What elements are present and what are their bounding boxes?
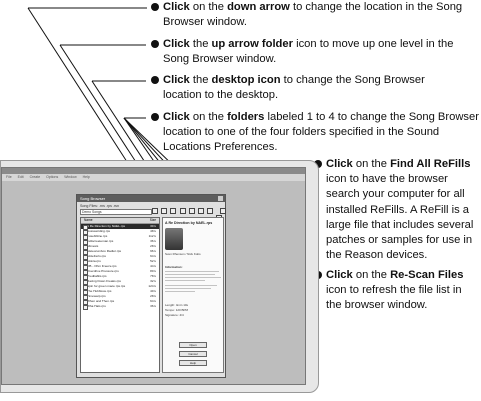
file-name: Timewarp.rps: [87, 294, 106, 298]
file-name: Fusebbline.rps: [87, 234, 108, 238]
file-size: 28 k: [150, 244, 156, 248]
signature-value: 4/4: [179, 313, 184, 317]
file-size: 36 k: [150, 239, 156, 243]
file-list[interactable]: [80, 217, 160, 373]
file-name: Autoweirding.rps: [87, 229, 111, 233]
file-size: 52 k: [150, 259, 156, 263]
length-label: Length:: [165, 303, 176, 307]
menu-window[interactable]: Window: [64, 175, 77, 179]
callout-action: Click: [326, 158, 353, 170]
file-size: 64 k: [150, 254, 156, 258]
file-size: 112 k: [148, 234, 156, 238]
info-text-line: [165, 277, 221, 278]
desktop-icon[interactable]: [170, 208, 176, 214]
callout-action: Click: [163, 38, 190, 50]
open-button[interactable]: Open: [179, 342, 207, 348]
callout-text: the: [189, 74, 212, 86]
file-name: OB - Ohm Freeze.rps: [87, 264, 117, 268]
callout-text: to change the location in the Song Browser window.: [163, 1, 463, 29]
callout-desktop-icon: [163, 73, 463, 103]
callout-action: Click: [163, 111, 190, 123]
file-size: 48 k: [150, 229, 156, 233]
callout-text: on the: [189, 1, 228, 13]
signature-label: Signature:: [165, 313, 179, 317]
preview-title: A Re Direction by NAEL.rps: [165, 221, 213, 225]
callout-target: Re-Scan Files: [390, 269, 464, 281]
file-size: 96 k: [150, 249, 156, 253]
info-text-line: [165, 288, 211, 289]
file-size: 64 k: [150, 299, 156, 303]
file-size: 124 k: [148, 284, 156, 288]
tempo-value: 120 BPM: [175, 308, 189, 312]
info-text-line: [165, 291, 195, 292]
file-name: Wha Hats.rps: [87, 304, 106, 308]
file-name: The Hubbloxe.rps: [87, 289, 112, 293]
file-name: Mimesis: [87, 244, 99, 248]
preview-pane: [162, 217, 224, 373]
column-name[interactable]: Name: [84, 218, 93, 222]
file-type-label: Song Files: .rns .rps .rsn: [80, 204, 119, 208]
callout-text: the: [189, 38, 212, 50]
tempo-row: [165, 308, 188, 312]
artist-photo: [165, 228, 183, 250]
callout-down-arrow: [163, 0, 481, 30]
file-name: Meteorumbox Radtor.rps: [87, 249, 122, 253]
location-dropdown[interactable]: [80, 209, 152, 215]
length-value: 4min 10s: [175, 303, 189, 307]
information-label: Information:: [165, 265, 183, 269]
folder-3-icon[interactable]: [198, 208, 204, 214]
location-value: Demo Songs: [82, 210, 102, 214]
file-size: 78 k: [150, 274, 156, 278]
info-text-line: [165, 271, 219, 272]
folder-1-icon[interactable]: [180, 208, 186, 214]
up-folder-icon[interactable]: [161, 208, 167, 214]
callout-text: to change the Song Browser location to the desktop.: [163, 74, 425, 102]
info-text-line: [165, 285, 217, 286]
file-size: 36 k: [150, 304, 156, 308]
file-name: Spin for green mace rps.rps: [87, 284, 126, 288]
file-size: 28 k: [150, 294, 156, 298]
rescan-icon[interactable]: [220, 208, 226, 214]
callout-target: desktop icon: [211, 74, 281, 86]
file-size: 80 k: [150, 269, 156, 273]
callout-text: on the: [352, 158, 391, 170]
close-icon[interactable]: [218, 196, 223, 201]
file-name: Preditablis.rps: [87, 274, 107, 278]
column-size[interactable]: Size: [149, 218, 156, 222]
tempo-label: Tempo:: [165, 308, 175, 312]
app-menubar: [2, 174, 305, 181]
signature-row: [165, 313, 184, 317]
bullet-icon: [151, 76, 159, 84]
file-size: 40 k: [150, 289, 156, 293]
callout-text: labeled 1 to 4 to change the Song Browser location to one of the four folders specified in the Sound Locations Preferences.: [163, 111, 479, 154]
info-text-line: [165, 280, 205, 281]
bullet-icon: [151, 113, 159, 121]
dialog-title: Song Browser: [80, 196, 106, 201]
menu-edit[interactable]: Edit: [17, 175, 24, 179]
folder-4-icon[interactable]: [207, 208, 213, 214]
callout-text: icon to move up one level in the Song Browser window.: [163, 38, 454, 66]
help-button[interactable]: Help: [179, 360, 207, 366]
menu-options[interactable]: Options: [46, 175, 59, 179]
file-size: 30 k: [150, 224, 156, 228]
callout-re-scan-files: [326, 268, 480, 314]
callout-target: down arrow: [227, 1, 290, 13]
callout-action: Click: [163, 1, 190, 13]
down-arrow-icon[interactable]: [152, 208, 158, 214]
file-name: A Re Direction by NAEL.rps: [87, 224, 125, 228]
cancel-button[interactable]: Cancel: [179, 351, 207, 357]
menu-create[interactable]: Create: [29, 175, 41, 179]
menu-help[interactable]: Help: [82, 175, 90, 179]
file-size: 44 k: [150, 264, 156, 268]
preview-author: Sven Rhenson / Nick Kobs: [165, 252, 201, 256]
monitor-frame: [0, 160, 319, 393]
bullet-icon: [151, 3, 159, 11]
dialog-titlebar: [77, 195, 225, 202]
callout-target: up arrow folder: [211, 38, 293, 50]
callout-text: on the: [352, 269, 391, 281]
callout-target: folders: [227, 111, 265, 123]
callout-action: Click: [326, 269, 353, 281]
callout-action: Click: [163, 74, 190, 86]
file-name: Overdrive Pressure.rps: [87, 269, 119, 273]
file-size: 32 k: [150, 279, 156, 283]
callout-text: icon to have the browser search your computer for all installed ReFills. A ReFill is a large file that includes several patches or samples for use in the Reason devices.: [326, 173, 474, 262]
callout-up-arrow-folder: [163, 37, 481, 67]
file-rows: [81, 224, 159, 309]
callout-find-all-refills: [326, 157, 480, 263]
callout-text: on the: [189, 111, 228, 123]
info-text-line: [165, 274, 215, 275]
menu-file[interactable]: File: [6, 175, 12, 179]
file-name: Indiscreeteman.rps: [87, 239, 114, 243]
bullet-icon: [151, 40, 159, 48]
callout-target: Find All ReFills: [390, 158, 471, 170]
file-name: Molefrerts.rps: [87, 254, 106, 258]
folder-2-icon[interactable]: [189, 208, 195, 214]
callout-folders: [163, 110, 481, 156]
file-row[interactable]: [81, 304, 159, 309]
screenshot: [1, 167, 306, 385]
file-name: When and Then.rps: [87, 299, 115, 303]
callout-text: icon to refresh the file list in the browser window.: [326, 284, 462, 312]
length-row: [165, 303, 188, 307]
file-name: Mokra.rps: [87, 259, 101, 263]
file-name: Racing Down Freaks.rps: [87, 279, 121, 283]
song-browser-dialog: [76, 194, 226, 378]
